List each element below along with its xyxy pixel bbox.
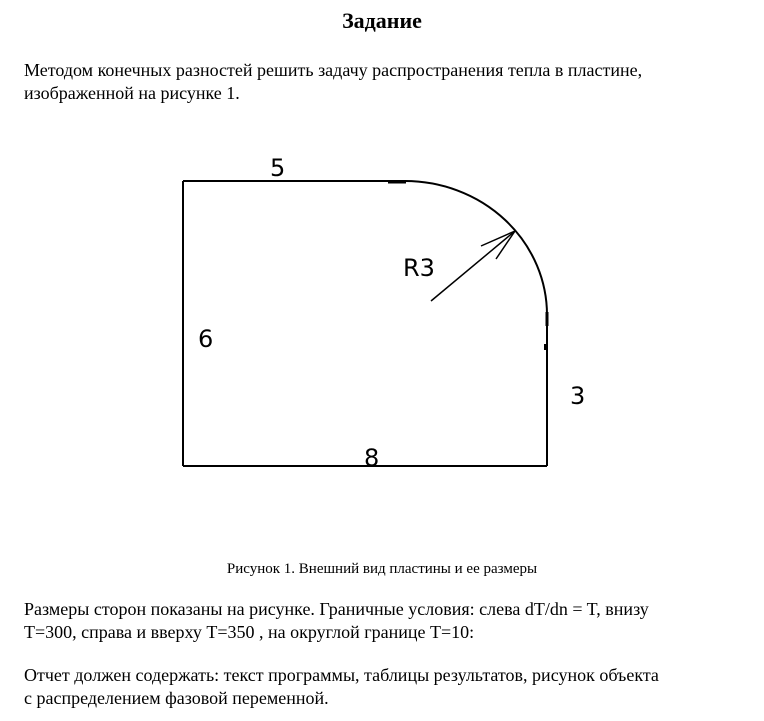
radius-label: R3 <box>403 254 435 282</box>
dimension-label-left: 6 <box>198 325 214 353</box>
dimension-label-top: 5 <box>270 154 286 182</box>
boundary-conditions-line-1: Размеры сторон показаны на рисунке. Граничные условия: слева dT/dn = T, внизу <box>24 599 649 619</box>
dimension-label-bottom: 8 <box>364 444 380 472</box>
report-requirements <box>24 664 754 710</box>
report-requirements-line-1: Отчет должен содержать: текст программы, таблицы результатов, рисунок объекта <box>24 665 659 685</box>
task-description-line-1: Методом конечных разностей решить задачу распространения тепла в пластине, <box>24 60 643 80</box>
boundary-conditions <box>24 598 754 644</box>
radius-arrow <box>431 231 515 301</box>
boundary-conditions-line-2: T=300, справа и вверху T=350 , на округлой границе T=10: <box>24 622 475 642</box>
figure-caption: Рисунок 1. Внешний вид пластины и ее размеры <box>226 561 538 577</box>
report-requirements-line-2: с распределением фазовой переменной. <box>24 688 329 708</box>
dimension-label-right: 3 <box>570 382 586 410</box>
plate-rounded-corner <box>405 181 547 315</box>
task-description-line-2: изображенной на рисунке 1. <box>24 83 240 103</box>
page-title: Задание <box>342 8 422 33</box>
